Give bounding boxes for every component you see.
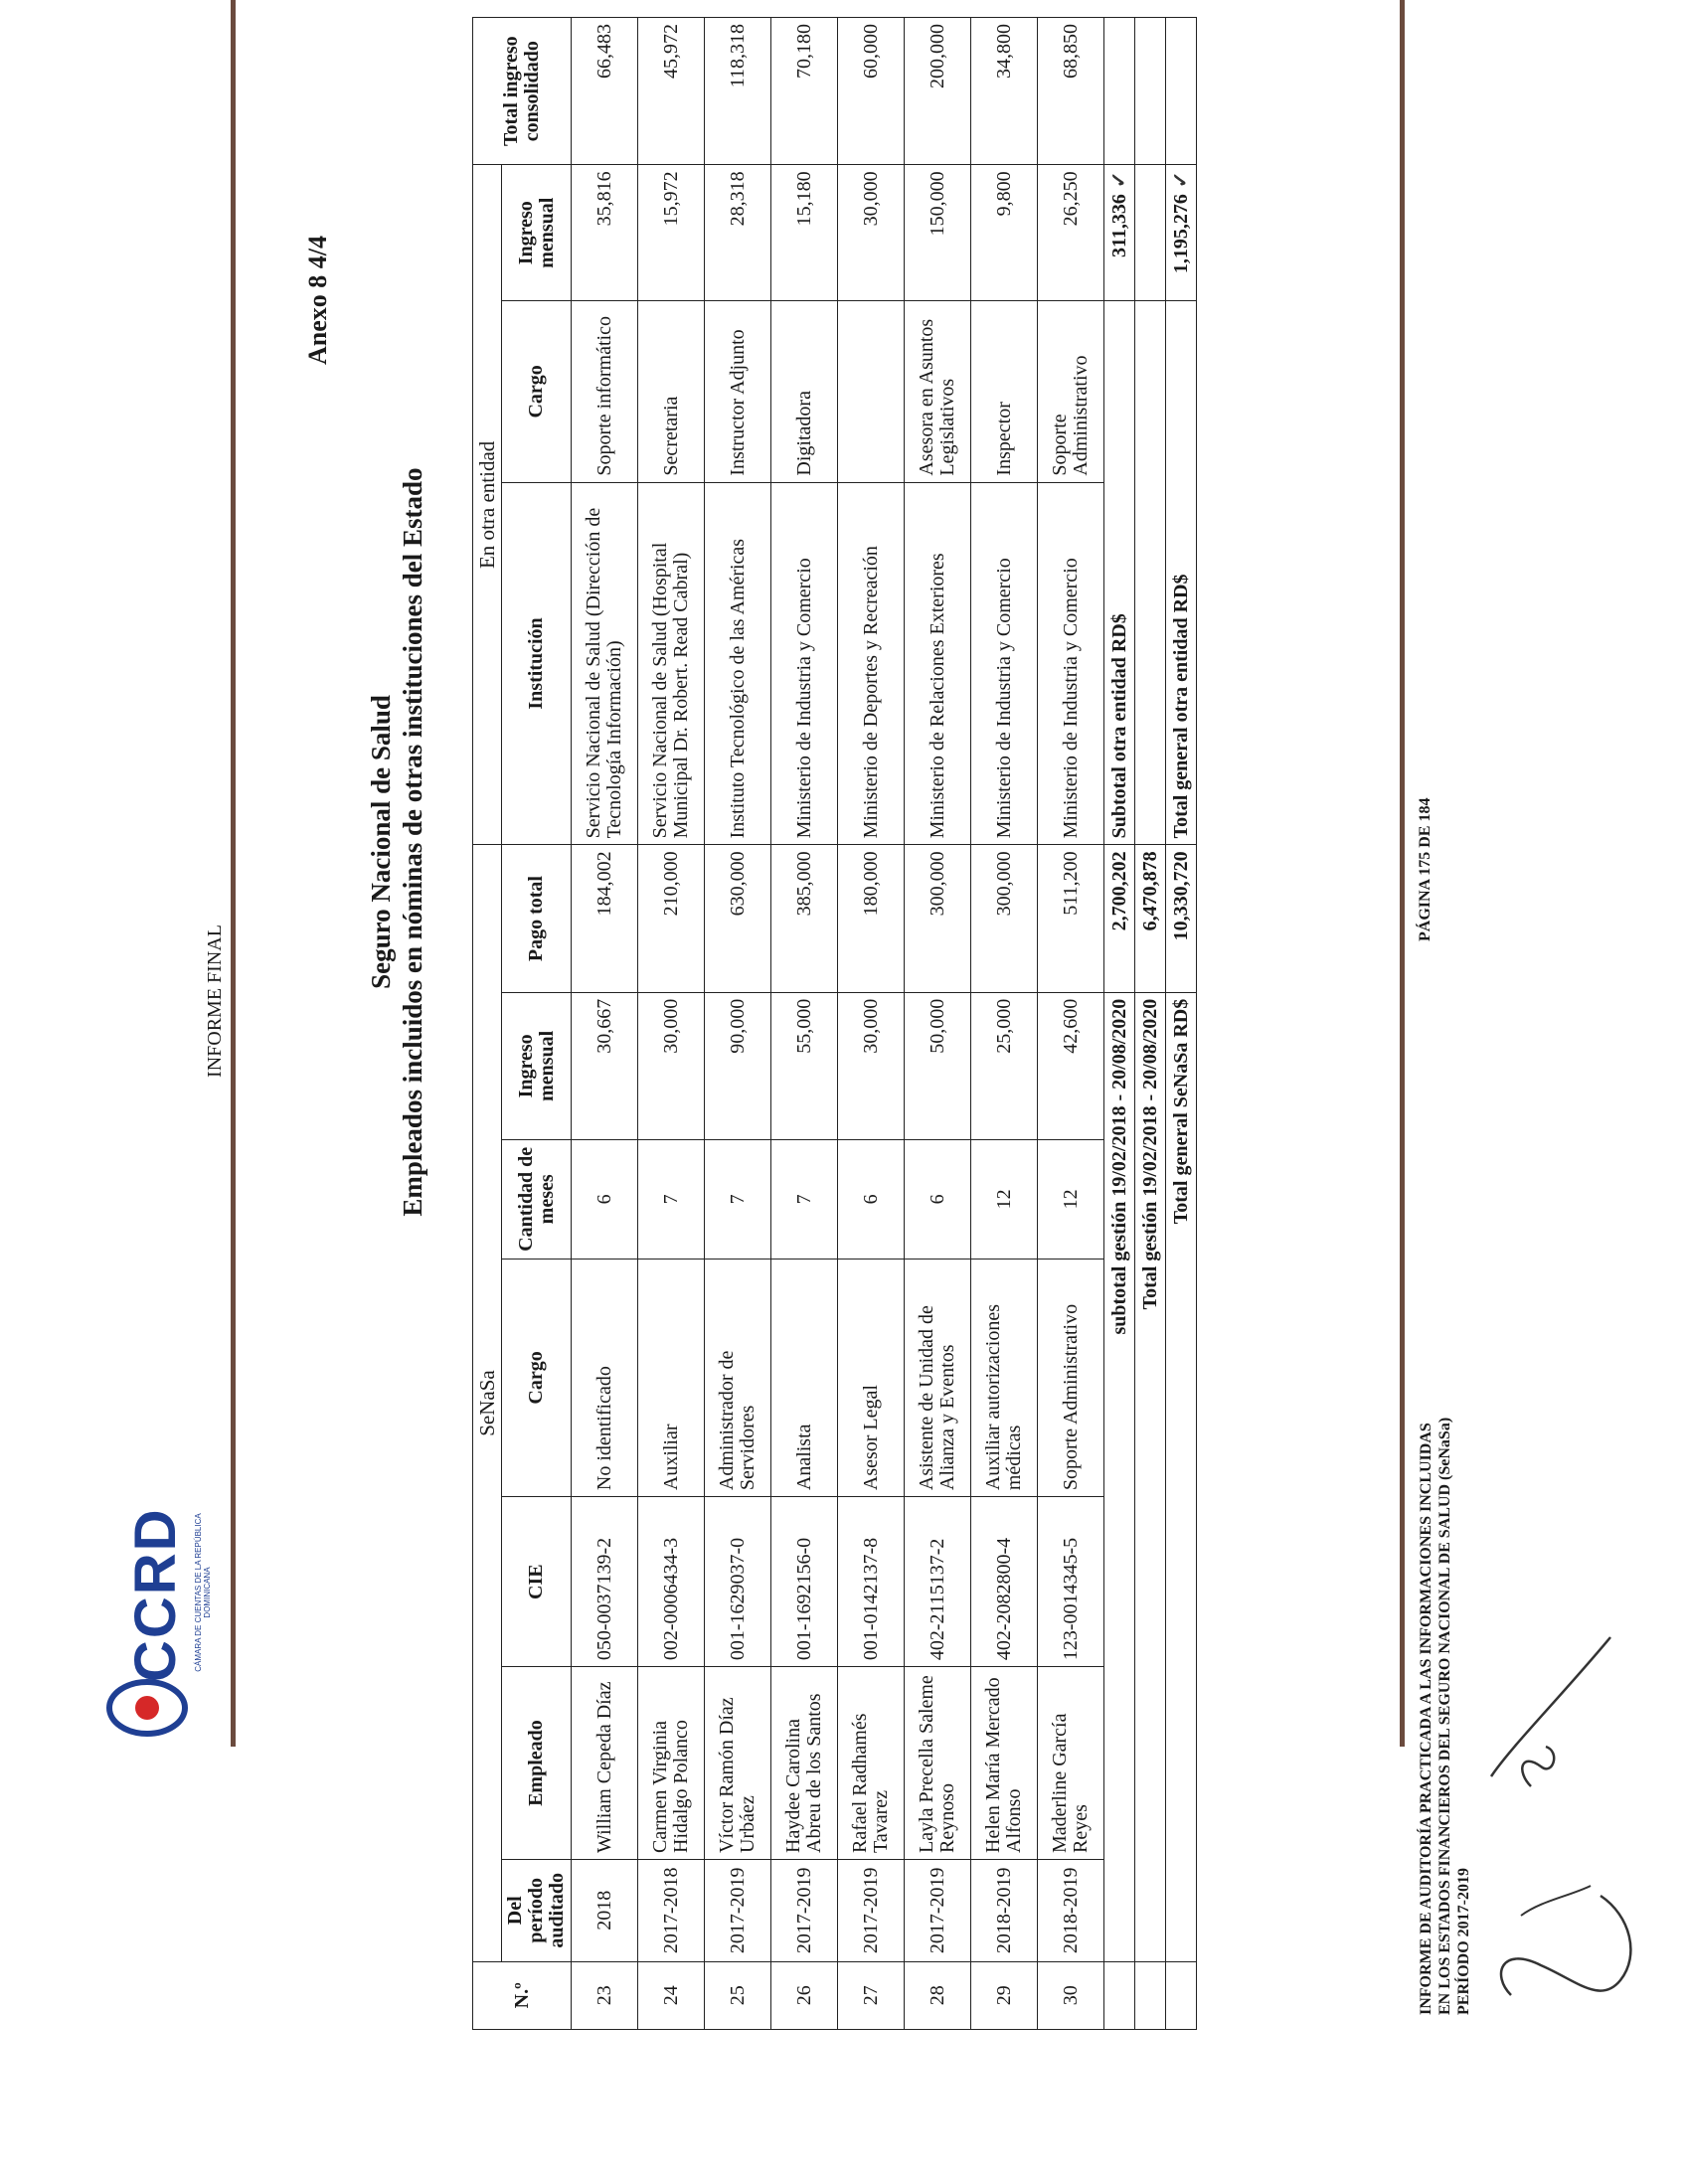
footer-line-2: EN LOS ESTADOS FINANCIEROS DEL SEGURO NACIONAL DE SALUD (SeNaSa) bbox=[1436, 1417, 1454, 2015]
cell-consolidated: 60,000 bbox=[838, 18, 905, 165]
cell-consolidated: 200,000 bbox=[905, 18, 971, 165]
group-senasa: SeNaSa bbox=[473, 845, 502, 1961]
initials-icon bbox=[1471, 1607, 1630, 1806]
cell-monthly-income: 50,000 bbox=[905, 992, 971, 1139]
cell-other-cargo: Inspector bbox=[971, 301, 1038, 482]
cell-other-cargo: Soporte Administrativo bbox=[1038, 301, 1104, 482]
check-mark-icon: ✓ bbox=[1107, 171, 1130, 189]
employees-table bbox=[472, 17, 1197, 2030]
cell-period: 2018-2019 bbox=[971, 1859, 1038, 1961]
cell-period: 2018-2019 bbox=[1038, 1859, 1104, 1961]
cell-months: 7 bbox=[771, 1139, 838, 1259]
cell-cie: 002-0006434-3 bbox=[638, 1497, 705, 1667]
general-total-row bbox=[1166, 18, 1197, 2030]
cell-consolidated: 118,318 bbox=[705, 18, 771, 165]
cell-monthly-income: 90,000 bbox=[705, 992, 771, 1139]
cell-total-pay: 210,000 bbox=[638, 845, 705, 992]
general-total-value: 10,330,720 bbox=[1166, 845, 1197, 992]
cell-monthly-income: 30,667 bbox=[572, 992, 638, 1139]
cell-other-monthly-income: 9,800 bbox=[971, 165, 1038, 301]
cell-cie: 001-1692156-0 bbox=[771, 1497, 838, 1667]
cell-period: 2017-2019 bbox=[705, 1859, 771, 1961]
cell-consolidated: 34,800 bbox=[971, 18, 1038, 165]
cell-cargo: Administrador de Servidores bbox=[705, 1259, 771, 1496]
cell-months: 12 bbox=[971, 1139, 1038, 1259]
cell-employee: Víctor Ramón Díaz Urbáez bbox=[705, 1667, 771, 1860]
col-cargo: Cargo bbox=[502, 1259, 572, 1496]
cell-other-monthly-income: 15,972 bbox=[638, 165, 705, 301]
cell-months: 6 bbox=[905, 1139, 971, 1259]
subtotal-other-cell bbox=[1104, 165, 1135, 301]
cell-monthly-income: 30,000 bbox=[638, 992, 705, 1139]
col-no: N.º bbox=[473, 1961, 572, 2029]
cell-cargo: Auxiliar bbox=[638, 1259, 705, 1496]
signature-icon bbox=[1481, 1836, 1650, 2035]
col-other-cargo: Cargo bbox=[502, 301, 572, 482]
cell-no: 27 bbox=[838, 1961, 905, 2029]
cell-total-pay: 630,000 bbox=[705, 845, 771, 992]
cell-no: 29 bbox=[971, 1961, 1038, 2029]
cell-cie: 050-0037139-2 bbox=[572, 1497, 638, 1667]
footer-line-1: INFORME DE AUDITORÍA PRACTICADA A LAS INFORMACIONES INCLUIDAS bbox=[1418, 1423, 1435, 2015]
cell-total-pay: 184,002 bbox=[572, 845, 638, 992]
group-other-entity: En otra entidad bbox=[473, 165, 502, 845]
cell-other-cargo: Instructor Adjunto bbox=[705, 301, 771, 482]
cell-institution: Ministerio de Relaciones Exteriores bbox=[905, 482, 971, 845]
table-row bbox=[771, 18, 838, 2030]
cell-other-monthly-income: 30,000 bbox=[838, 165, 905, 301]
cell-other-cargo: Digitadora bbox=[771, 301, 838, 482]
check-mark-icon: ✓ bbox=[1169, 171, 1192, 189]
table-row bbox=[838, 18, 905, 2030]
logo-text: CCRD bbox=[123, 1507, 188, 1682]
cell-employee: William Cepeda Díaz bbox=[572, 1667, 638, 1860]
cell-months: 6 bbox=[572, 1139, 638, 1259]
cell-no: 25 bbox=[705, 1961, 771, 2029]
total-row bbox=[1135, 18, 1166, 2030]
subtotal-label: subtotal gestión 19/02/2018 - 20/08/2020 bbox=[1104, 992, 1135, 1961]
subtotal-other-value: 311,336 bbox=[1107, 194, 1130, 257]
cell-institution: Instituto Tecnológico de las Américas bbox=[705, 482, 771, 845]
cell-cie: 001-0142137-8 bbox=[838, 1497, 905, 1667]
cell-no: 26 bbox=[771, 1961, 838, 2029]
cell-cargo: Asesor Legal bbox=[838, 1259, 905, 1496]
cell-no: 23 bbox=[572, 1961, 638, 2029]
header-divider bbox=[231, 0, 236, 1747]
cell-months: 7 bbox=[638, 1139, 705, 1259]
cell-institution: Ministerio de Industria y Comercio bbox=[971, 482, 1038, 845]
col-months: Cantidad de meses bbox=[502, 1139, 572, 1259]
footer-line-3: PERÍODO 2017-2019 bbox=[1455, 1868, 1473, 2015]
cell-other-monthly-income: 28,318 bbox=[705, 165, 771, 301]
cell-total-pay: 180,000 bbox=[838, 845, 905, 992]
table-row bbox=[705, 18, 771, 2030]
cell-months: 6 bbox=[838, 1139, 905, 1259]
col-consolidated: Total ingreso consolidado bbox=[473, 18, 572, 165]
col-other-monthly-income: Ingreso mensual bbox=[502, 165, 572, 301]
col-period: Del período auditado bbox=[502, 1859, 572, 1961]
cell-consolidated: 45,972 bbox=[638, 18, 705, 165]
cell-employee: Haydee Carolina Abreu de los Santos bbox=[771, 1667, 838, 1860]
cell-period: 2017-2019 bbox=[771, 1859, 838, 1961]
subtotal-other-label: Subtotal otra entidad RD$ bbox=[1104, 301, 1135, 845]
cell-cargo: Soporte Administrativo bbox=[1038, 1259, 1104, 1496]
cell-total-pay: 300,000 bbox=[905, 845, 971, 992]
col-employee: Empleado bbox=[502, 1667, 572, 1860]
page-subtitle: Empleados incluidos en nóminas de otras instituciones del Estado bbox=[398, 467, 427, 1217]
cell-cargo: Auxiliar autorizaciones médicas bbox=[971, 1259, 1038, 1496]
cell-other-monthly-income: 35,816 bbox=[572, 165, 638, 301]
cell-cie: 402-2082800-4 bbox=[971, 1497, 1038, 1667]
cell-monthly-income: 42,600 bbox=[1038, 992, 1104, 1139]
cell-institution: Ministerio de Industria y Comercio bbox=[1038, 482, 1104, 845]
group-header-row bbox=[473, 18, 502, 2030]
cell-consolidated: 70,180 bbox=[771, 18, 838, 165]
general-other-cell bbox=[1166, 165, 1197, 301]
cell-other-monthly-income: 26,250 bbox=[1038, 165, 1104, 301]
general-other-label: Total general otra entidad RD$ bbox=[1166, 301, 1197, 845]
cell-cie: 123-0014345-5 bbox=[1038, 1497, 1104, 1667]
cell-other-cargo: Secretaria bbox=[638, 301, 705, 482]
cell-employee: Helen María Mercado Alfonso bbox=[971, 1667, 1038, 1860]
cell-cargo: Asistente de Unidad de Alianza y Eventos bbox=[905, 1259, 971, 1496]
cell-institution: Servicio Nacional de Salud (Hospital Municipal Dr. Robert. Read Cabral) bbox=[638, 482, 705, 845]
cell-monthly-income: 25,000 bbox=[971, 992, 1038, 1139]
report-title: INFORME FINAL bbox=[204, 924, 226, 1078]
cell-period: 2017-2018 bbox=[638, 1859, 705, 1961]
footer-report-description bbox=[1417, 1120, 1474, 2015]
cell-total-pay: 511,200 bbox=[1038, 845, 1104, 992]
subtotal-row bbox=[1104, 18, 1135, 2030]
general-other-value: 1,195,276 bbox=[1169, 194, 1192, 274]
cell-cie: 402-2115137-2 bbox=[905, 1497, 971, 1667]
general-total-label: Total general SeNaSa RD$ bbox=[1166, 992, 1197, 1961]
cell-other-cargo: Soporte informático bbox=[572, 301, 638, 482]
cell-no: 24 bbox=[638, 1961, 705, 2029]
annex-label: Anexo 8 4/4 bbox=[303, 236, 332, 365]
cell-employee: Rafael Radhamés Tavarez bbox=[838, 1667, 905, 1860]
table-row bbox=[638, 18, 705, 2030]
col-institution: Institución bbox=[502, 482, 572, 845]
cell-total-pay: 300,000 bbox=[971, 845, 1038, 992]
cell-employee: Layla Precella Saleme Reynoso bbox=[905, 1667, 971, 1860]
subtotal-value: 2,700,202 bbox=[1104, 845, 1135, 992]
page-title: Seguro Nacional de Salud bbox=[366, 695, 396, 989]
cell-months: 7 bbox=[705, 1139, 771, 1259]
cell-no: 30 bbox=[1038, 1961, 1104, 2029]
cell-period: 2018 bbox=[572, 1859, 638, 1961]
cell-institution: Servicio Nacional de Salud (Dirección de Tecnología Información) bbox=[572, 482, 638, 845]
footer-divider bbox=[1400, 0, 1405, 1747]
cell-other-cargo bbox=[838, 301, 905, 482]
cell-cargo: No identificado bbox=[572, 1259, 638, 1496]
cell-no: 28 bbox=[905, 1961, 971, 2029]
cell-months: 12 bbox=[1038, 1139, 1104, 1259]
cell-consolidated: 66,483 bbox=[572, 18, 638, 165]
cell-period: 2017-2019 bbox=[905, 1859, 971, 1961]
cell-other-monthly-income: 15,180 bbox=[771, 165, 838, 301]
cell-total-pay: 385,000 bbox=[771, 845, 838, 992]
cell-period: 2017-2019 bbox=[838, 1859, 905, 1961]
cell-other-monthly-income: 150,000 bbox=[905, 165, 971, 301]
logo-swoosh-icon bbox=[102, 1678, 192, 1742]
cell-employee: Maderline García Reyes bbox=[1038, 1667, 1104, 1860]
cell-monthly-income: 30,000 bbox=[838, 992, 905, 1139]
cell-institution: Ministerio de Deportes y Recreación bbox=[838, 482, 905, 845]
total-value: 6,470,878 bbox=[1135, 845, 1166, 992]
logo-subtext: CÁMARA DE CUENTAS DE LA REPÚBLICA DOMINICANA bbox=[194, 1513, 212, 1672]
col-total-pay: Pago total bbox=[502, 845, 572, 992]
table-row bbox=[572, 18, 638, 2030]
column-header-row bbox=[502, 18, 572, 2030]
cell-cie: 001-1629037-0 bbox=[705, 1497, 771, 1667]
table-row bbox=[1038, 18, 1104, 2030]
cell-other-cargo: Asesora en Asuntos Legislativos bbox=[905, 301, 971, 482]
table-row bbox=[905, 18, 971, 2030]
cell-consolidated: 68,850 bbox=[1038, 18, 1104, 165]
col-monthly-income: Ingreso mensual bbox=[502, 992, 572, 1139]
total-label: Total gestión 19/02/2018 - 20/08/2020 bbox=[1135, 992, 1166, 1961]
page-number: PÁGINA 175 DE 184 bbox=[1417, 797, 1434, 941]
cell-monthly-income: 55,000 bbox=[771, 992, 838, 1139]
cell-institution: Ministerio de Industria y Comercio bbox=[771, 482, 838, 845]
ccrd-logo bbox=[94, 1503, 234, 1742]
cell-employee: Carmen Virginia Hidalgo Polanco bbox=[638, 1667, 705, 1860]
col-cie: CIE bbox=[502, 1497, 572, 1667]
table-row bbox=[971, 18, 1038, 2030]
cell-cargo: Analista bbox=[771, 1259, 838, 1496]
